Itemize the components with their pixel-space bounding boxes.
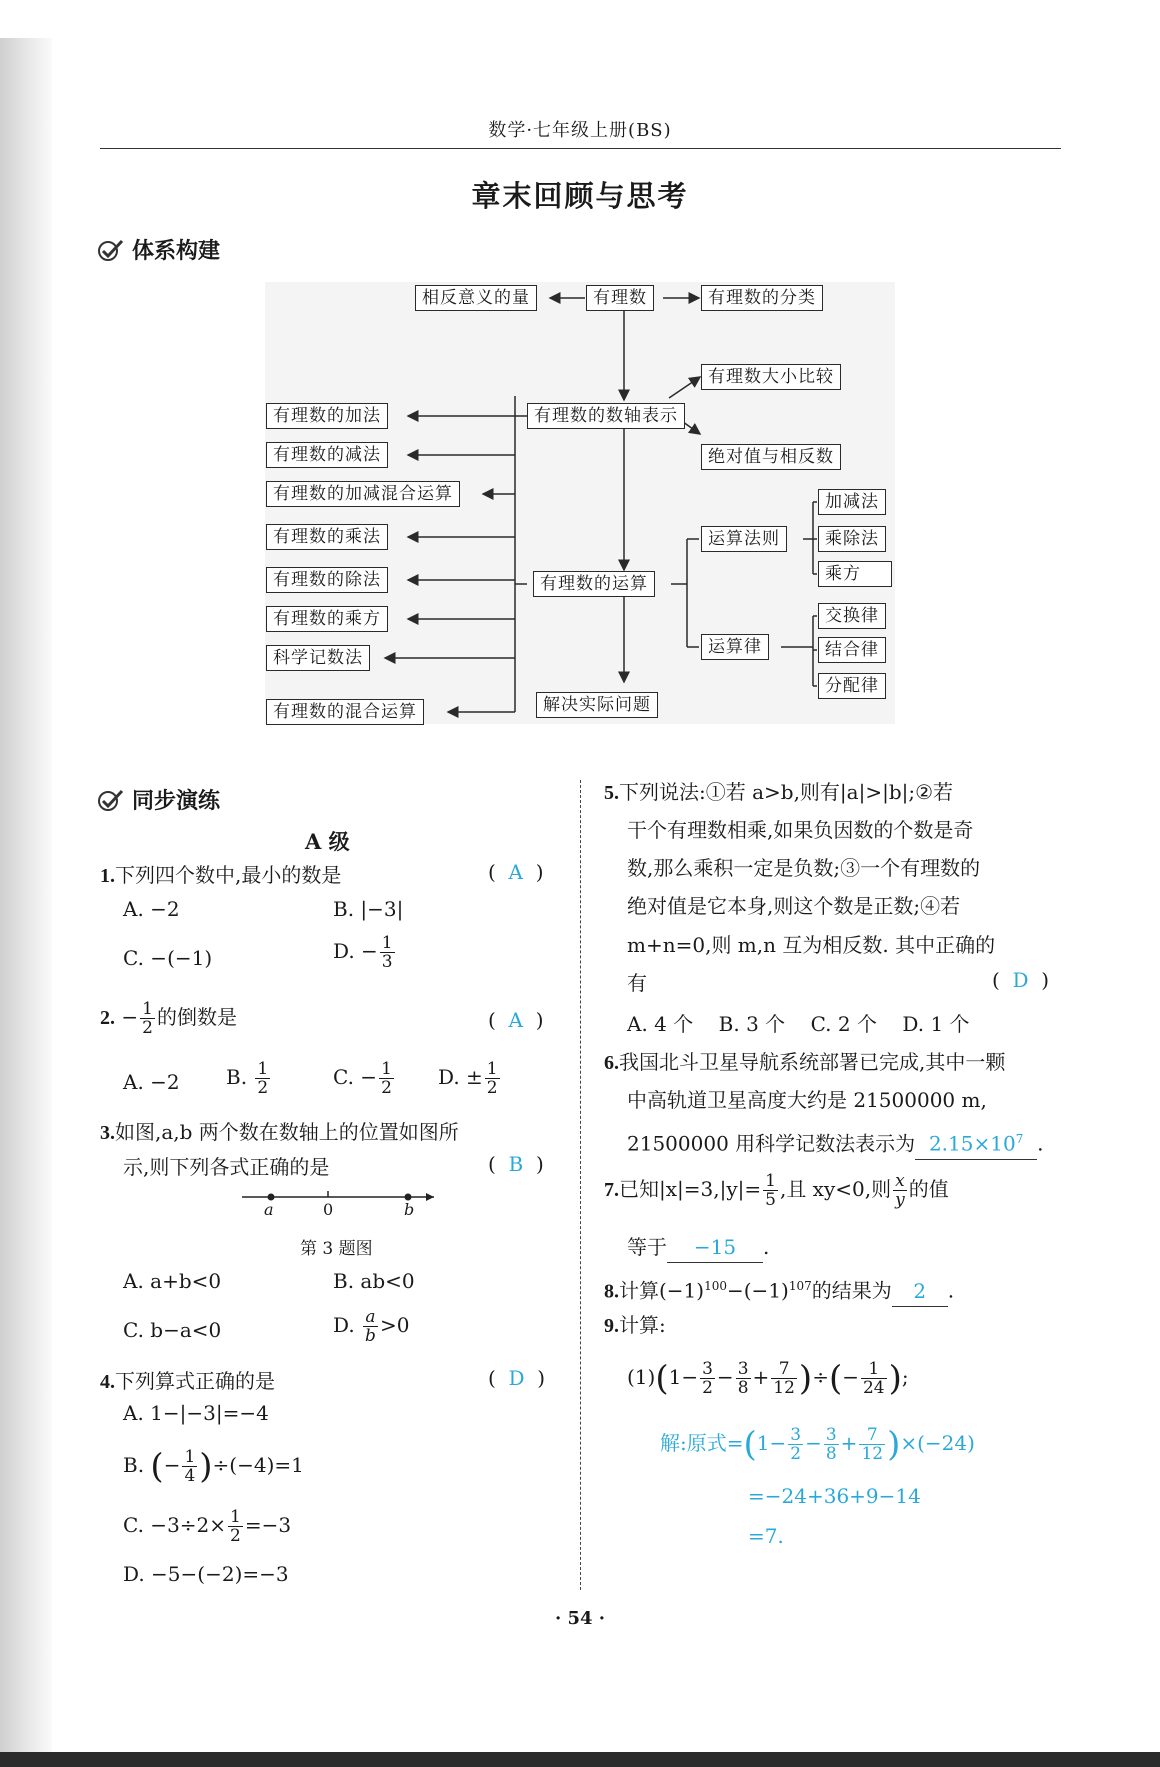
q7-line-1: 7.已知|x|=3,|y|= $\frac{1}{5}$ ,且 xy<0,则 $\frac{x}{y}$ 的值 <box>604 1171 949 1210</box>
q3-label-b: b <box>404 1200 415 1219</box>
node-laws: 运算律 <box>701 634 769 660</box>
q6-line-1: 6.我国北斗卫星导航系统部署已完成,其中一颗 <box>604 1050 1006 1074</box>
node-operations: 有理数的运算 <box>533 571 655 597</box>
q7-line-2: 等于 −15 . <box>627 1232 769 1263</box>
node-op-left: 有理数的乘法 <box>266 524 388 550</box>
q5-line-2: 干个有理数相乘,如果负因数的个数是奇 <box>627 818 974 842</box>
node-op-left: 有理数的加减混合运算 <box>266 481 460 507</box>
node-op-left: 有理数的加法 <box>266 403 388 429</box>
node-abs-opposite: 绝对值与相反数 <box>701 444 841 470</box>
chapter-title: 章末回顾与思考 <box>471 179 689 213</box>
node-law-item: 结合律 <box>818 637 886 663</box>
q3-answer: ( B ) <box>488 1152 544 1176</box>
q9-solution-line-2: =−24+36+9−14 <box>748 1484 921 1508</box>
q3-label-a: a <box>264 1200 274 1219</box>
q3-stem-2: 示,则下列各式正确的是 <box>123 1155 330 1179</box>
q1-answer: ( A ) <box>488 860 544 884</box>
knowledge-diagram <box>265 282 895 724</box>
page-edge-shadow <box>0 38 52 1767</box>
q6-line-2: 中高轨道卫星高度大约是 21500000 m, <box>627 1088 987 1112</box>
q3-label-0: 0 <box>323 1200 334 1219</box>
node-rule-item: 乘方 <box>818 561 892 587</box>
q4-option-c: C. −3÷2× $\frac{1}{2}$ =−3 <box>123 1507 292 1546</box>
q5-line-5: m+n=0,则 m,n 互为相反数. 其中正确的 <box>627 933 996 957</box>
section-practice <box>98 784 220 815</box>
q2-option-b: B. $\frac{1}{2}$ <box>226 1059 269 1098</box>
q3-option-c: C. b−a<0 <box>123 1318 222 1342</box>
q8-answer: 2 <box>892 1276 948 1307</box>
q9-solution-line-1: 解:原式=(1− $\frac{3}{2}$ − $\frac{3}{8}$ + $\frac{7}{12}$ )×(−24) <box>660 1424 975 1465</box>
node-op-left: 有理数的混合运算 <box>266 699 424 725</box>
q5-answer: ( D ) <box>992 968 1050 992</box>
q4-option-d: D. −5−(−2)=−3 <box>123 1562 289 1586</box>
q3-option-a: A. a+b<0 <box>123 1269 222 1293</box>
q1-stem: 1.下列四个数中,最小的数是 <box>100 863 342 887</box>
node-rule-item: 乘除法 <box>818 526 886 552</box>
section-system-title: 体系构建 <box>132 239 221 264</box>
q9-part-1: (1)(1− $\frac{3}{2}$ − $\frac{3}{8}$ + $\frac{7}{12}$ )÷(− $\frac{1}{24}$ ); <box>627 1358 909 1399</box>
node-op-left: 有理数的乘方 <box>266 606 388 632</box>
q2-answer: ( A ) <box>488 1008 544 1032</box>
q1-option-d: D. − $\frac{1}{3}$ <box>333 933 393 972</box>
q6-line-3: 21500000 用科学记数法表示为 $2.15\times 10^7$ . <box>627 1124 1044 1160</box>
q2-option-a: A. −2 <box>123 1070 180 1094</box>
q4-option-b: B. (− $\frac{1}{4}$ )÷(−4)=1 <box>123 1446 304 1487</box>
node-op-left: 科学记数法 <box>266 645 370 671</box>
node-op-left: 有理数的减法 <box>266 442 388 468</box>
q4-stem: 4.下列算式正确的是 <box>100 1369 275 1393</box>
check-badge-icon <box>98 788 124 812</box>
q2-stem: 2. − $\frac{1}{2}$ 的倒数是 <box>100 999 237 1038</box>
node-law-item: 分配律 <box>818 673 886 699</box>
q9-solution-line-3: =7. <box>748 1524 784 1548</box>
column-divider <box>580 780 581 1590</box>
node-opposite-quantities: 相反意义的量 <box>415 285 537 311</box>
node-number-line: 有理数的数轴表示 <box>527 403 685 429</box>
node-solve: 解决实际问题 <box>536 692 658 718</box>
node-law-item: 交换律 <box>818 603 886 629</box>
page-number: · 54 · <box>554 1608 606 1629</box>
node-rational-numbers: 有理数 <box>586 285 654 311</box>
q1-option-c: C. −(−1) <box>123 946 213 970</box>
bottom-edge <box>0 1752 1160 1767</box>
q8-stem: 8.计算$(-1)^{100}-(-1)^{107}$的结果为 2 . <box>604 1271 954 1307</box>
q5-line-4: 绝对值是它本身,则这个数是正数;④若 <box>627 894 961 918</box>
header-rule <box>100 148 1061 149</box>
level-label: A 级 <box>305 829 350 854</box>
q5-line-1: 5.下列说法:①若 a>b,则有|a|>|b|;②若 <box>604 780 954 804</box>
q5-line-6: 有 <box>627 971 647 995</box>
q7-answer: −15 <box>667 1232 763 1263</box>
node-rules: 运算法则 <box>701 526 787 552</box>
node-rule-item: 加减法 <box>818 489 886 515</box>
section-system <box>98 234 220 265</box>
node-classification: 有理数的分类 <box>701 285 823 311</box>
section-practice-title: 同步演练 <box>132 789 221 814</box>
q3-option-b: B. ab<0 <box>333 1269 415 1293</box>
q5-line-3: 数,那么乘积一定是负数;③一个有理数的 <box>627 856 981 880</box>
q3-option-d: D. $\frac{a}{b}$ >0 <box>333 1307 410 1346</box>
node-op-left: 有理数的除法 <box>266 567 388 593</box>
q5-options: A. 4 个 B. 3 个 C. 2 个 D. 1 个 <box>627 1012 970 1036</box>
q3-stem-1: 3.如图,a,b 两个数在数轴上的位置如图所 <box>100 1120 459 1144</box>
q9-stem: 9.计算: <box>604 1313 666 1337</box>
q6-answer: $2.15\times 10^7$ <box>915 1124 1037 1160</box>
q2-option-d: D. ± $\frac{1}{2}$ <box>438 1059 498 1098</box>
q1-option-b: B. |−3| <box>333 897 404 921</box>
q1-option-a: A. −2 <box>123 897 180 921</box>
q3-caption: 第 3 题图 <box>300 1239 373 1259</box>
q4-answer: ( D ) <box>488 1366 546 1390</box>
running-head: 数学·七年级上册(BS) <box>488 120 672 141</box>
node-compare: 有理数大小比较 <box>701 364 841 390</box>
q2-option-c: C. − $\frac{1}{2}$ <box>333 1059 392 1098</box>
q4-option-a: A. 1−|−3|=−4 <box>123 1401 269 1425</box>
check-badge-icon <box>98 238 124 262</box>
